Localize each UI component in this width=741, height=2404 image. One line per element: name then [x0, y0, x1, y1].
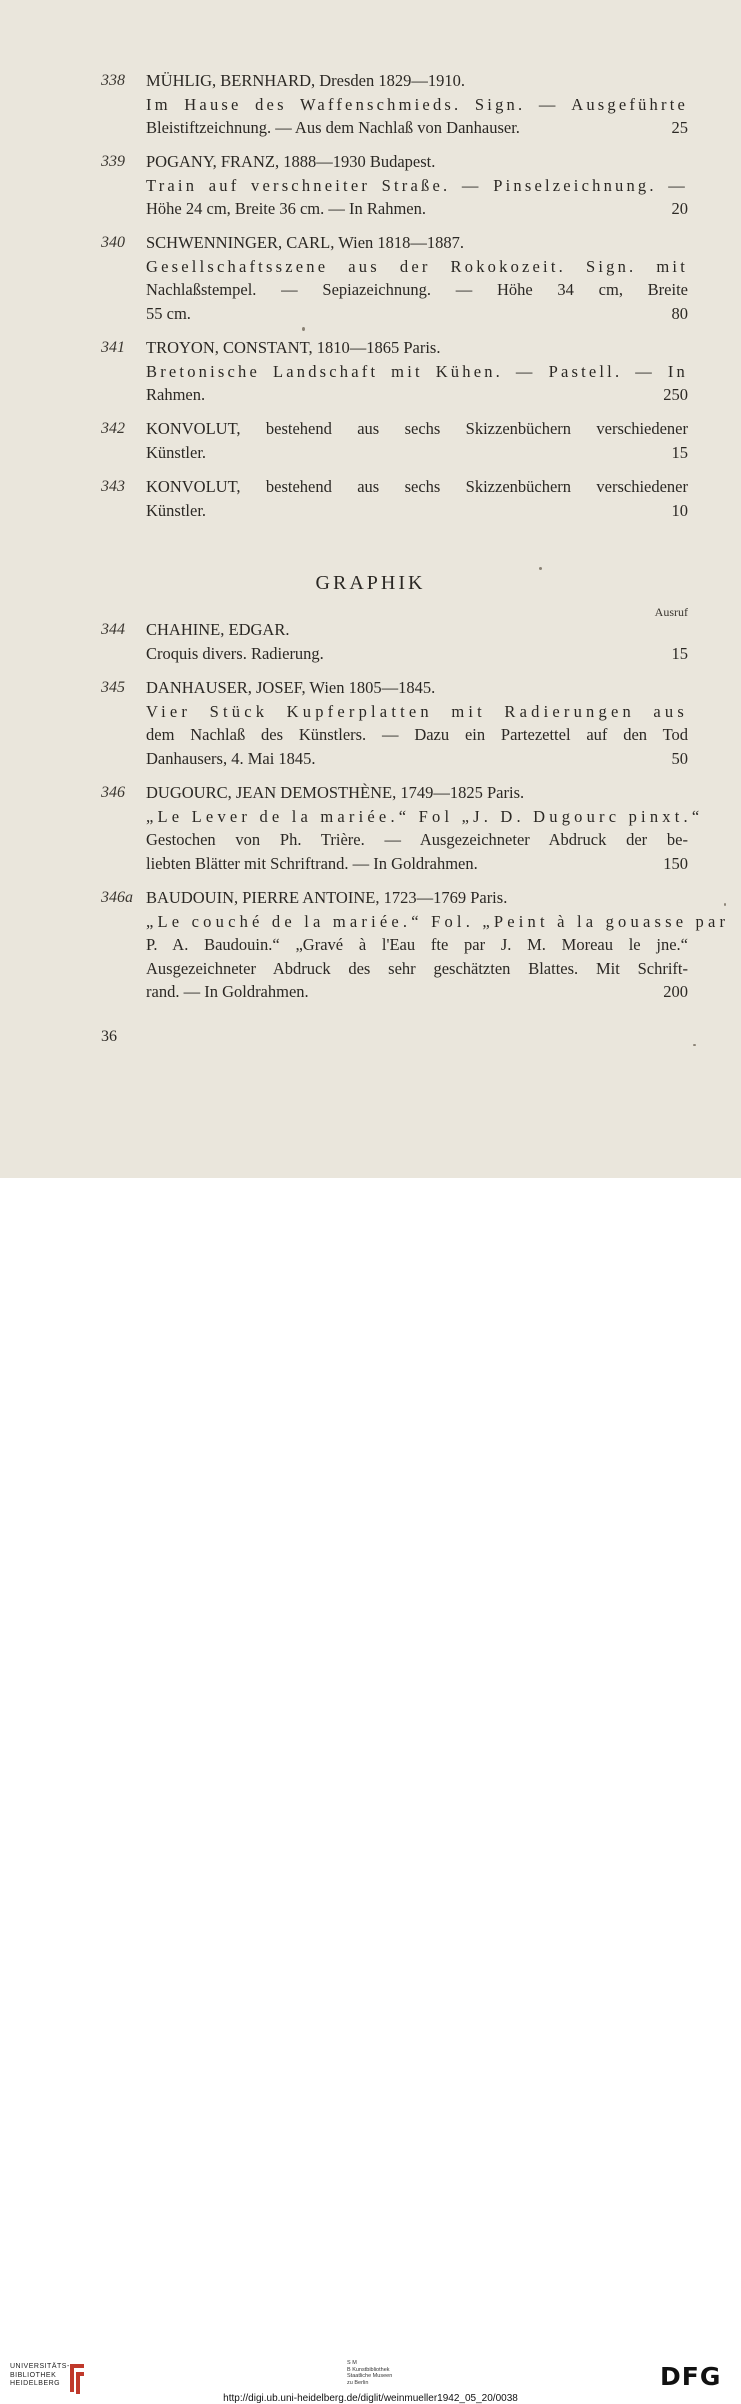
entry-title: POGANY, FRANZ, 1888—1930 Budapest. — [146, 152, 436, 171]
entry-line: dem Nachlaß des Künstlers. — Dazu ein Partezettel auf den Tod — [146, 725, 688, 744]
paper-speck — [302, 327, 305, 331]
entry-line: liebten Blätter mit Schriftrand. — In Goldrahmen. 150 — [146, 852, 688, 876]
entry-title: MÜHLIG, BERNHARD, Dresden 1829—1910. — [146, 71, 465, 90]
price: 50 — [671, 748, 688, 768]
paper-speck — [539, 567, 542, 570]
lot-number: 341 — [101, 339, 125, 356]
price: 80 — [671, 303, 688, 323]
price: 10 — [671, 500, 688, 520]
entry-title: BAUDOUIN, PIERRE ANTOINE, 1723—1769 Paris. — [146, 888, 508, 907]
lot-number: 345 — [101, 679, 125, 696]
price: 15 — [671, 643, 688, 663]
lot-number: 339 — [101, 153, 125, 170]
price: 200 — [663, 982, 688, 1001]
price: 25 — [671, 118, 688, 137]
entry-line: Danhausers, 4. Mai 1845. 50 — [146, 747, 688, 771]
dfg-logo: DFG — [660, 2362, 722, 2391]
entry-line: rand. — In Goldrahmen. 200 — [146, 980, 688, 1004]
entry-line: Gestochen von Ph. Trière. — Ausgezeichneter Abdruck der be- — [146, 830, 688, 849]
section-heading: GRAPHIK — [315, 572, 426, 594]
lot-number: 340 — [101, 234, 125, 251]
price: 15 — [671, 442, 688, 462]
entry-line: P. A. Baudouin.“ „Gravé à l'Eau fte par J. M. Moreau le jne.“ — [146, 935, 688, 954]
lot-number: 346 — [101, 784, 125, 801]
lot-number: 346a — [101, 889, 133, 906]
entry-title: CHAHINE, EDGAR. — [146, 620, 290, 639]
entry-line: „Le couché de la mariée.“ Fol. „Peint à la gouasse par — [146, 911, 730, 931]
entry-line: Bleistiftzeichnung. — Aus dem Nachlaß von Danhauser. 25 — [146, 116, 688, 140]
price: 20 — [671, 199, 688, 218]
catalog-page — [0, 0, 741, 1178]
entry-title: KONVOLUT, bestehend aus sechs Skizzenbüchern verschiedener — [146, 477, 688, 496]
entry-title: DUGOURC, JEAN DEMOSTHÈNE, 1749—1825 Paris. — [146, 783, 525, 802]
entry-title: KONVOLUT, bestehend aus sechs Skizzenbüchern verschiedener — [146, 419, 688, 438]
paper-speck — [724, 903, 726, 906]
university-logo-icon — [66, 2362, 88, 2396]
entry-line: „Le Lever de la mariée.“ Fol „J. D. Dugourc pinxt.“ — [146, 806, 704, 826]
university-library-label: UNIVERSITÄTS- BIBLIOTHEK HEIDELBERG — [10, 2363, 70, 2387]
entry-line: Rahmen. 250 — [146, 383, 688, 407]
lot-number: 342 — [101, 420, 125, 437]
entry-line: Gesellschaftsszene aus der Rokokozeit. Sign. mit — [146, 256, 688, 276]
entry-line: Croquis divers. Radierung. 15 — [146, 642, 688, 666]
price: 150 — [663, 853, 688, 873]
entry-line: Künstler. 10 — [146, 499, 688, 523]
source-url[interactable]: http://digi.ub.uni-heidelberg.de/diglit/weinmueller1942_05_20/0038 — [223, 2393, 518, 2404]
entry-title: DANHAUSER, JOSEF, Wien 1805—1845. — [146, 678, 436, 697]
entry-line: Vier Stück Kupferplatten mit Radierungen aus — [146, 701, 688, 721]
entry-line: Nachlaßstempel. — Sepiazeichnung. — Höhe 34 cm, Breite — [146, 280, 688, 299]
digitization-footer — [0, 1178, 741, 2404]
entry-line: 55 cm. 80 — [146, 302, 688, 326]
entry-line: Ausgezeichneter Abdruck des sehr geschätzten Blattes. Mit Schrift- — [146, 958, 688, 978]
lot-number: 343 — [101, 478, 125, 495]
lot-number: 344 — [101, 621, 125, 638]
price: 250 — [663, 385, 688, 404]
entry-line: Im Hause des Waffenschmieds. Sign. — Ausgeführte — [146, 94, 688, 114]
entry-title: TROYON, CONSTANT, 1810—1865 Paris. — [146, 338, 441, 357]
entry-line: Künstler. 15 — [146, 441, 688, 465]
paper-speck — [693, 1044, 696, 1046]
entry-title: SCHWENNINGER, CARL, Wien 1818—1887. — [146, 233, 465, 252]
entry-line: Höhe 24 cm, Breite 36 cm. — In Rahmen. 20 — [146, 197, 688, 221]
ausruf-label: Ausruf — [654, 605, 688, 619]
page-number: 36 — [101, 1028, 117, 1045]
entry-line: Train auf verschneiter Straße. — Pinselzeichnung. — — [146, 175, 688, 195]
lot-number: 338 — [101, 72, 125, 89]
entry-line: Bretonische Landschaft mit Kühen. — Pastell. — In — [146, 361, 688, 381]
museum-stamp: S M B Kunstbibliothek Staatliche Museen zu Berlin — [347, 2360, 393, 2386]
